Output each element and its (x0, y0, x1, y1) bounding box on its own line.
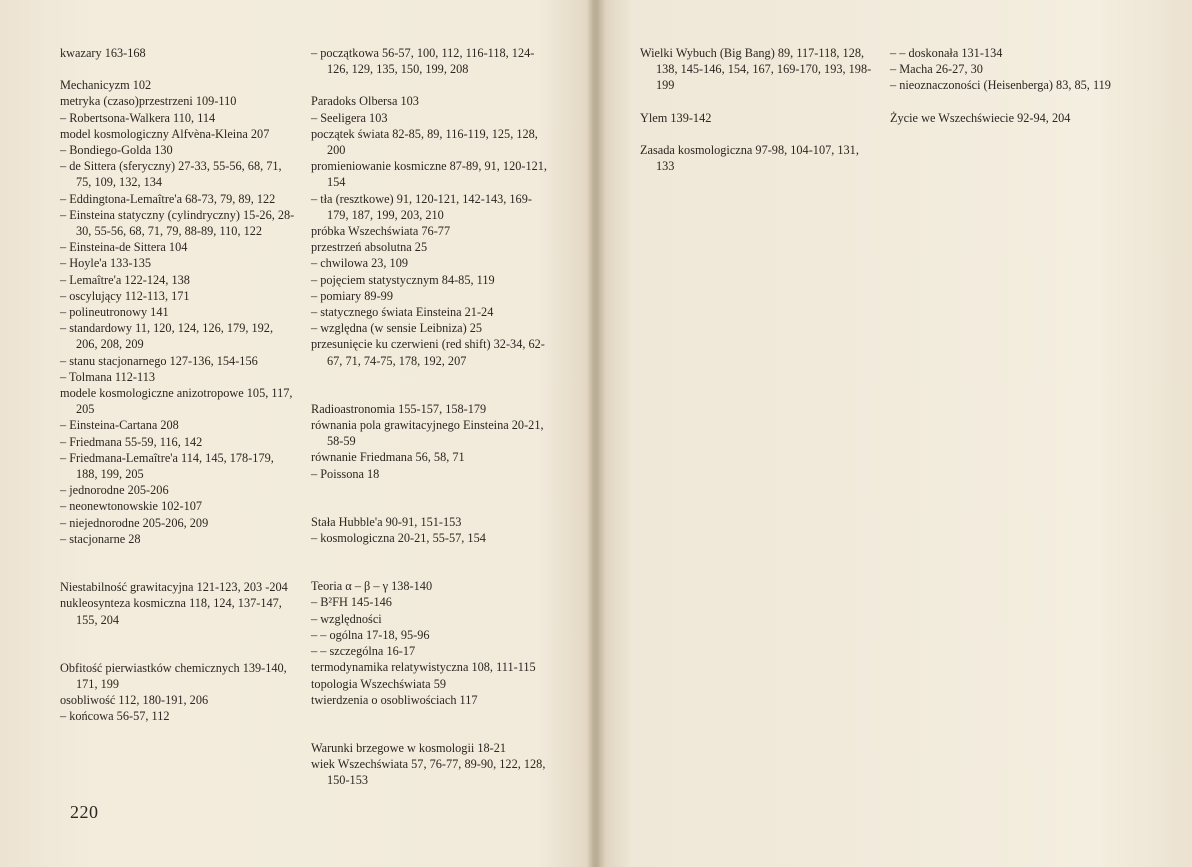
index-entry (60, 498, 296, 514)
index-entry-text: – – ogólna 17-18, 95-96 (311, 627, 430, 642)
index-entry-text: topologia Wszechświata 59 (311, 676, 447, 691)
index-entry-text: metryka (czaso)przestrzeni 109-110 (60, 94, 237, 109)
index-entry-text: – Bondiego-Golda 130 (60, 143, 173, 158)
index-entry (311, 45, 549, 77)
index-entry-text: – Einsteina statyczny (cylindryczny) 15-26, 28-30, 55-56, 68, 71, 79, 88-89, 110, 122 (60, 207, 295, 239)
index-entry-text: – niejednorodne 205-206, 209 (60, 515, 209, 530)
index-entry-text: modele kosmologiczne anizotropowe 105, 117, 205 (60, 386, 293, 417)
index-entry-text: równanie Friedmana 56, 58, 71 (311, 450, 465, 465)
index-entry-text: – statycznego świata Einsteina 21-24 (311, 305, 494, 320)
index-entry-text: promieniowanie kosmiczne 87-89, 91, 120-121, 154 (311, 159, 547, 190)
entry-spacer (311, 546, 549, 562)
index-entry (60, 595, 296, 627)
index-entry (60, 385, 296, 417)
index-entry-text: Ylem 139-142 (640, 110, 712, 125)
index-entry-text: – standardowy 11, 120, 124, 126, 179, 192, 206, 208, 209 (60, 321, 274, 352)
index-entry-text: – końcowa 56-57, 112 (60, 709, 170, 724)
index-entry (60, 531, 296, 547)
index-entry (311, 126, 549, 158)
index-entry-text: Stała Hubble'a 90-91, 151-153 (311, 514, 462, 529)
entry-spacer (311, 482, 549, 498)
index-entry-text: – jednorodne 205-206 (60, 483, 169, 498)
index-entry-text: próbka Wszechświata 76-77 (311, 224, 451, 239)
index-entry (60, 272, 296, 288)
index-entry-text: – Tolmana 112-113 (60, 369, 155, 384)
index-entry (60, 239, 296, 255)
index-entry-text: Paradoks Olbersa 103 (311, 94, 419, 109)
index-entry (60, 450, 296, 482)
index-entry (60, 482, 296, 498)
entry-spacer (60, 61, 296, 77)
index-entry (311, 191, 549, 223)
index-entry (60, 126, 296, 142)
index-entry (311, 239, 549, 255)
index-entry (311, 223, 549, 239)
index-column-1 (60, 45, 296, 725)
index-entry (311, 401, 549, 417)
index-entry (311, 530, 549, 546)
entry-spacer (640, 94, 872, 110)
index-entry-text: – Eddingtona-Lemaître'a 68-73, 79, 89, 122 (60, 191, 276, 206)
index-entry (60, 45, 296, 61)
index-entry (311, 578, 549, 594)
index-entry-text: – początkowa 56-57, 100, 112, 116-118, 124-126, 129, 135, 150, 199, 208 (311, 46, 535, 77)
index-entry-text: Mechanicyzm 102 (60, 78, 152, 93)
index-entry (60, 579, 296, 595)
index-entry (60, 708, 296, 724)
index-entry-text: Niestabilność grawitacyjna 121-123, 203 -204 (60, 580, 288, 595)
left-page (0, 0, 594, 867)
index-entry-text: osobliwość 112, 180-191, 206 (60, 693, 209, 708)
entry-spacer (311, 708, 549, 724)
entry-spacer (311, 562, 549, 578)
index-entry-text: – de Sittera (sferyczny) 27-33, 55-56, 68, 71, 75, 109, 132, 134 (60, 159, 282, 190)
index-entry (890, 61, 1130, 77)
index-entry-text: – polineutronowy 141 (60, 305, 169, 320)
index-entry (311, 272, 549, 288)
entry-spacer (311, 498, 549, 514)
index-entry-text: – Friedmana 55-59, 116, 142 (60, 434, 203, 449)
index-entry (60, 191, 296, 207)
index-entry (311, 288, 549, 304)
index-entry (311, 594, 549, 610)
index-entry-text: początek świata 82-85, 89, 116-119, 125, 128, 200 (311, 126, 538, 158)
index-entry-text: – oscylujący 112-113, 171 (60, 288, 190, 303)
index-entry (60, 660, 296, 692)
index-entry (311, 643, 549, 659)
index-entry-text: Życie we Wszechświecie 92-94, 204 (890, 110, 1071, 125)
index-entry-text: – Poissona 18 (311, 466, 380, 481)
page-number: 220 (70, 802, 99, 822)
index-entry-text: – Lemaître'a 122-124, 138 (60, 272, 190, 287)
index-entry-text: Wielki Wybuch (Big Bang) 89, 117-118, 128, 138, 145-146, 154, 167, 169-170, 193, 198-199 (640, 46, 872, 93)
index-entry (311, 676, 549, 692)
index-entry (60, 304, 296, 320)
entry-spacer (311, 724, 549, 740)
entry-spacer (311, 385, 549, 401)
index-entry-text: termodynamika relatywistyczna 108, 111-115 (311, 660, 536, 675)
index-entry-text: – Einsteina-de Sittera 104 (60, 240, 188, 255)
index-entry (60, 158, 296, 190)
index-entry (60, 77, 296, 93)
index-entry (60, 288, 296, 304)
index-entry-text: Radioastronomia 155-157, 158-179 (311, 401, 487, 416)
index-entry (640, 110, 872, 126)
index-entry-text: Zasada kosmologiczna 97-98, 104-107, 131, 133 (640, 142, 859, 174)
right-page (598, 0, 1192, 867)
index-entry-text: – kosmologiczna 20-21, 55-57, 154 (311, 531, 486, 546)
index-entry-text: – neonewtonowskie 102-107 (60, 499, 203, 514)
index-entry (890, 45, 1130, 61)
index-entry-text: przesunięcie ku czerwieni (red shift) 32-34, 62-67, 71, 74-75, 178, 192, 207 (311, 337, 545, 368)
index-entry (311, 466, 549, 482)
index-entry-text: przestrzeń absolutna 25 (311, 240, 428, 255)
index-entry-text: – tła (resztkowe) 91, 120-121, 142-143, 169-179, 187, 199, 203, 210 (311, 191, 532, 222)
index-entry (890, 77, 1130, 93)
index-entry (60, 692, 296, 708)
index-entry (60, 515, 296, 531)
index-entry (60, 417, 296, 433)
index-entry-text: nukleosynteza kosmiczna 118, 124, 137-147, 155, 204 (60, 596, 282, 627)
entry-spacer (60, 644, 296, 660)
entry-spacer (60, 628, 296, 644)
index-entry (60, 142, 296, 158)
index-entry-text: – pomiary 89-99 (311, 288, 393, 303)
index-entry-text: – względności (311, 611, 382, 626)
index-entry (311, 255, 549, 271)
index-entry-text: – Hoyle'a 133-135 (60, 256, 152, 271)
index-entry-text: model kosmologiczny Alfvèna-Kleina 207 (60, 126, 270, 141)
entry-spacer (311, 369, 549, 385)
index-entry (311, 93, 549, 109)
index-entry (60, 320, 296, 352)
index-entry (311, 514, 549, 530)
index-entry-text: wiek Wszechświata 57, 76-77, 89-90, 122, 128, 150-153 (311, 757, 546, 788)
index-entry (60, 353, 296, 369)
index-entry (311, 320, 549, 336)
index-entry (311, 417, 549, 449)
index-entry (60, 434, 296, 450)
index-entry (311, 336, 549, 368)
index-entry (60, 369, 296, 385)
index-entry-text: – Friedmana-Lemaître'a 114, 145, 178-179, 188, 199, 205 (60, 450, 274, 482)
index-entry (60, 207, 296, 239)
index-entry (311, 740, 549, 756)
entry-spacer (60, 563, 296, 579)
index-entry (311, 756, 549, 788)
index-entry-text: równania pola grawitacyjnego Einsteina 20-21, 58-59 (311, 418, 544, 449)
index-entry (311, 449, 549, 465)
index-entry (60, 93, 296, 109)
entry-spacer (640, 126, 872, 142)
index-entry (890, 110, 1130, 126)
index-entry (311, 611, 549, 627)
index-entry (311, 659, 549, 675)
index-column-2 (311, 45, 549, 789)
index-entry (311, 692, 549, 708)
index-entry-text: – Einsteina-Cartana 208 (60, 418, 179, 433)
index-entry-text: – – szczególna 16-17 (311, 644, 416, 659)
index-entry (640, 45, 872, 94)
index-entry (640, 142, 872, 174)
index-column-3 (640, 45, 872, 174)
index-entry-text: – Robertsona-Walkera 110, 114 (60, 110, 216, 125)
index-entry-text: – chwilowa 23, 109 (311, 256, 408, 271)
index-entry-text: – Macha 26-27, 30 (890, 62, 983, 77)
index-entry (311, 110, 549, 126)
index-entry (311, 304, 549, 320)
index-entry-text: – względna (w sensie Leibniza) 25 (311, 321, 483, 336)
index-entry-text: – stacjonarne 28 (60, 531, 141, 546)
index-entry (60, 110, 296, 126)
entry-spacer (890, 94, 1130, 110)
index-entry (311, 627, 549, 643)
index-entry-text: twierdzenia o osobliwościach 117 (311, 692, 478, 707)
index-entry-text: – B²FH 145-146 (311, 595, 392, 610)
entry-spacer (60, 547, 296, 563)
index-entry-text: Warunki brzegowe w kosmologii 18-21 (311, 740, 507, 755)
index-column-4 (890, 45, 1130, 126)
index-entry (60, 255, 296, 271)
index-entry-text: Teoria α – β – γ 138-140 (311, 579, 433, 594)
index-entry-text: – pojęciem statystycznym 84-85, 119 (311, 272, 495, 287)
index-entry-text: – – doskonała 131-134 (890, 46, 1003, 60)
index-entry-text: Obfitość pierwiastków chemicznych 139-140, 171, 199 (60, 660, 287, 691)
index-entry (311, 158, 549, 190)
index-entry-text: kwazary 163-168 (60, 46, 146, 60)
index-entry-text: – Seeligera 103 (311, 110, 388, 125)
entry-spacer (311, 77, 549, 93)
index-entry-text: – stanu stacjonarnego 127-136, 154-156 (60, 353, 258, 368)
index-entry-text: – nieoznaczoności (Heisenberga) 83, 85, 119 (890, 78, 1111, 93)
